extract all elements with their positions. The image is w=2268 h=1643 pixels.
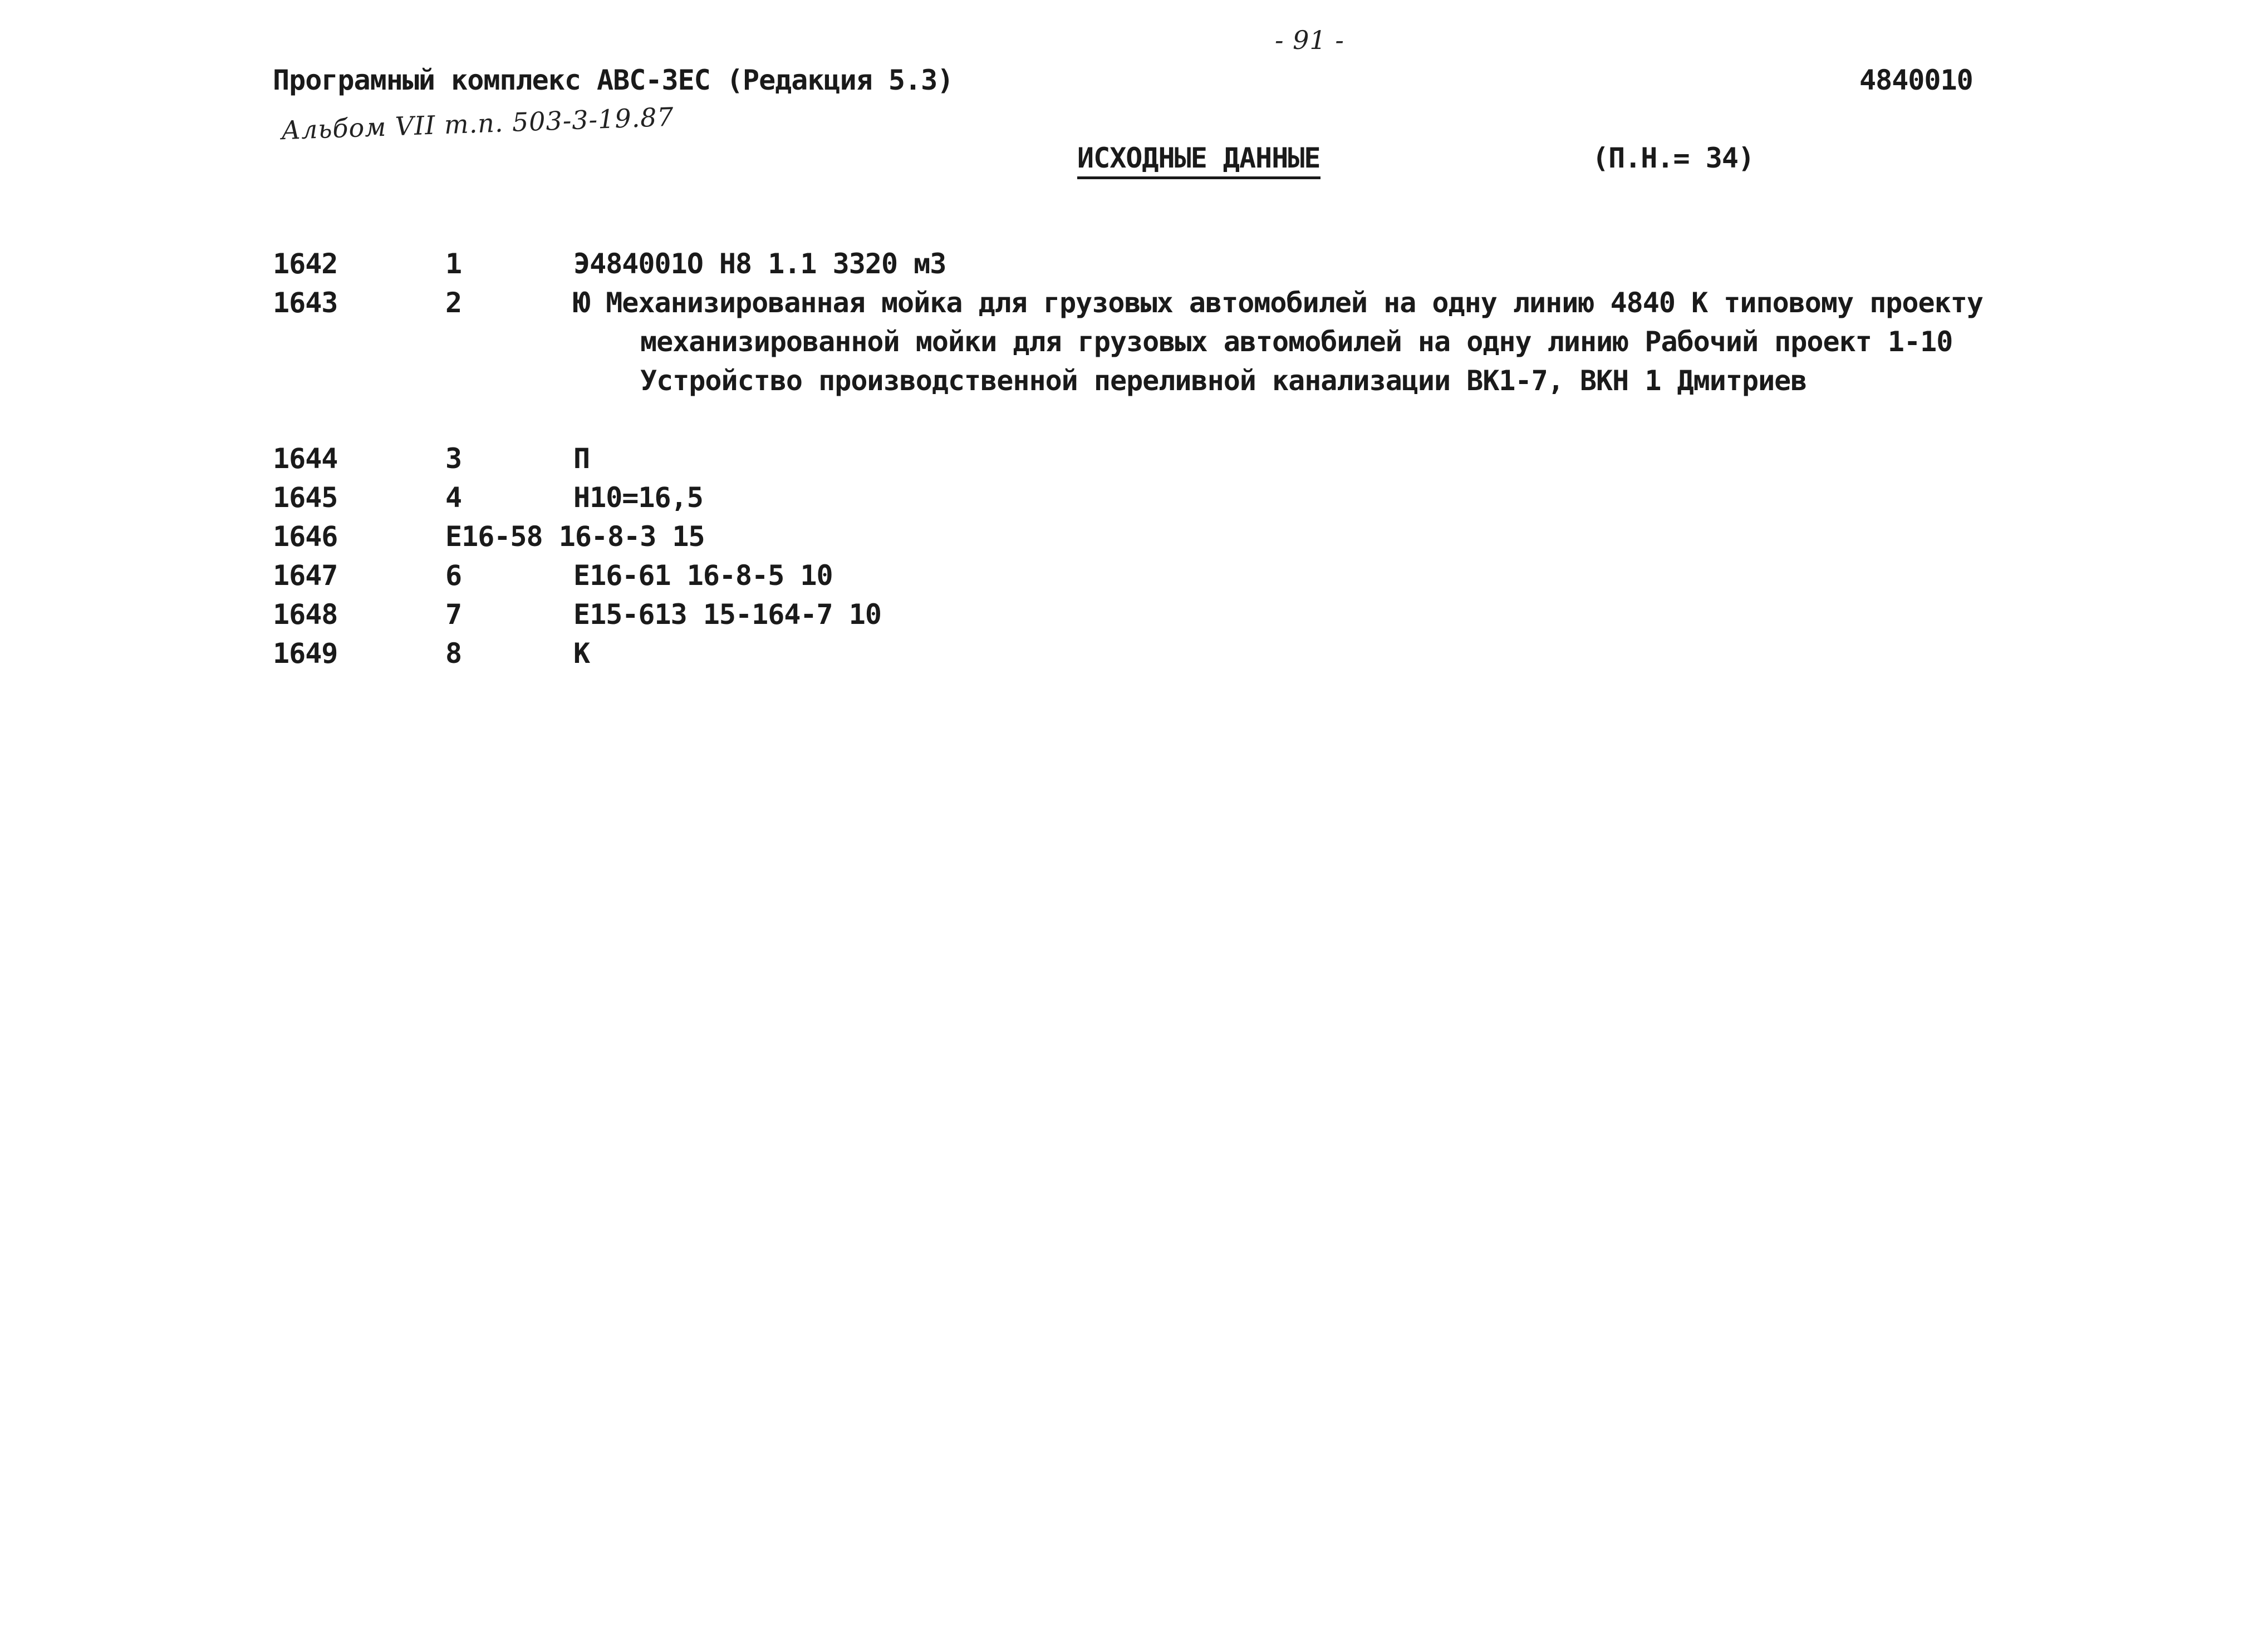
row-field-3: Е15-613 15-164-7 10 [573, 598, 881, 631]
row-field-2: 2 [445, 287, 462, 319]
row-number: 1648 [273, 598, 338, 631]
row-continuation: механизированной мойки для грузовых автомобилей на одну линию Рабочий проект 1-10 [640, 326, 1953, 358]
album-note: Альбом VII т.п. 503-3-19.87 [281, 101, 675, 146]
sheet-reference: (П.Н.= 34) [1592, 142, 1755, 174]
row-field-2: 4 [445, 481, 462, 514]
row-field-2: 1 [445, 248, 462, 280]
row-field-2: 6 [445, 559, 462, 592]
row-field-3: Ю Механизированная мойка для грузовых автомобилей на одну линию 4840 К типовому проекту [573, 287, 1983, 319]
document-title: ИСХОДНЫЕ ДАННЫЕ [1077, 142, 1320, 179]
row-field-3: Н10=16,5 [573, 481, 703, 514]
row-number: 1645 [273, 481, 338, 514]
program-header: Програмный комплекс АВС-ЗЕС (Редакция 5.3) [273, 64, 954, 96]
row-number: 1647 [273, 559, 338, 592]
row-number: 1646 [273, 520, 338, 553]
row-number: 1642 [273, 248, 338, 280]
row-field-2: 8 [445, 637, 462, 670]
row-field-2: 3 [445, 442, 462, 475]
row-number: 1643 [273, 287, 338, 319]
document-code: 4840010 [1859, 64, 1973, 96]
row-number: 1649 [273, 637, 338, 670]
row-field-2: 7 [445, 598, 462, 631]
row-continuation: Устройство производственной переливной канализации ВК1-7, ВКН 1 Дмитриев [640, 365, 1807, 397]
row-field-3: П [573, 442, 590, 475]
row-number: 1644 [273, 442, 338, 475]
row-field-2: Е16-58 16-8-3 15 [445, 520, 705, 553]
row-field-3: К [573, 637, 590, 670]
row-field-3: Э484001О Н8 1.1 3320 м3 [573, 248, 946, 280]
row-field-3: Е16-61 16-8-5 10 [573, 559, 833, 592]
page-number: - 91 - [1275, 25, 1344, 55]
